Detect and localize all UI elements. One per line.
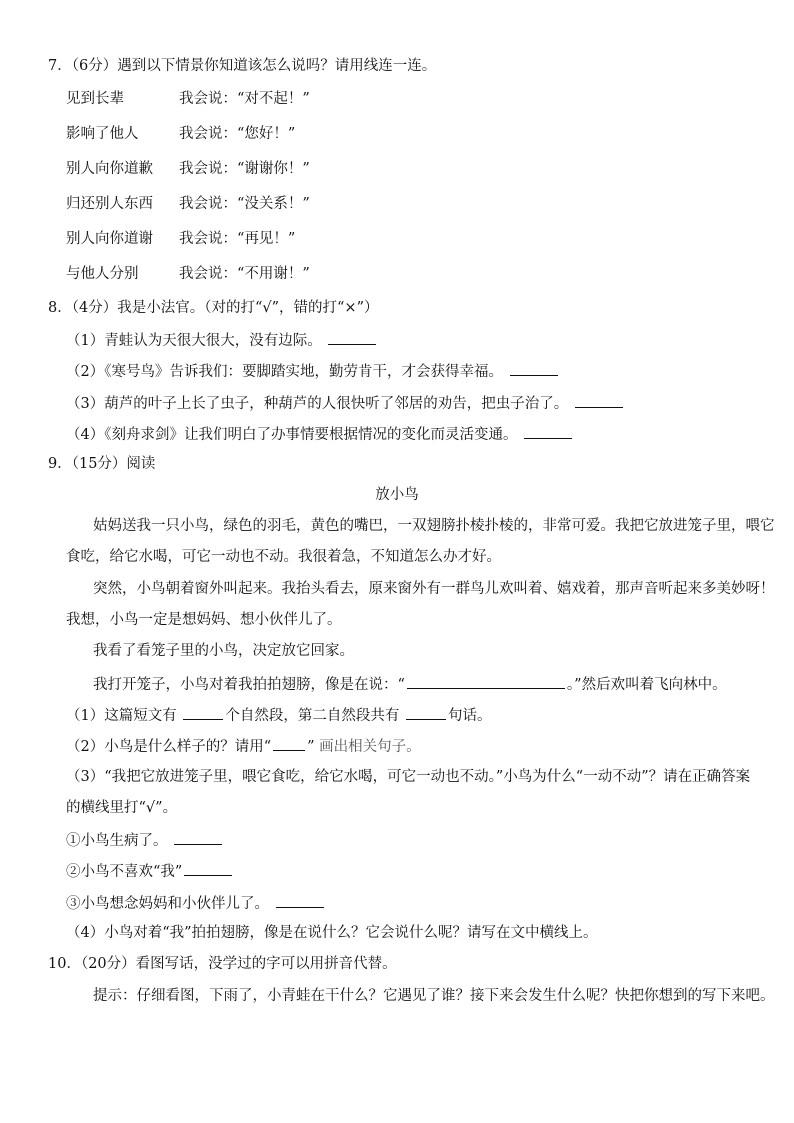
answer-blank[interactable] <box>328 329 376 345</box>
underline-sample <box>273 735 305 751</box>
passage-p2-line1: 突然，小鸟朝着窗外叫起来。我抬头看去，原来窗外有一群鸟儿欢叫着、嬉戏着，那声音听起来多美妙呀！ <box>93 581 775 597</box>
answer-blank[interactable] <box>174 829 222 845</box>
passage-p4 <box>93 673 727 695</box>
q8-statement: （4）《刻舟求剑》让我们明白了办事情要根据情况的变化而灵活变通。 <box>66 427 518 443</box>
q9-sub1 <box>66 704 491 726</box>
answer-blank[interactable] <box>510 360 558 376</box>
answer-blank[interactable] <box>183 704 223 720</box>
q9-sub3-line1: （3）“我把它放进笼子里，喂它食吃，给它水喝，可它一动也不动。”小鸟为什么“一动不动”？请在正确答案 <box>66 769 751 785</box>
answer-blank[interactable] <box>276 892 324 908</box>
sub1-text-a: （1）这篇短文有 <box>66 708 177 724</box>
q8-item <box>66 329 378 351</box>
q7-situation[interactable]: 见到长辈 <box>66 91 124 107</box>
q7-situation[interactable]: 与他人分别 <box>66 266 139 282</box>
sub2-text-b: ” <box>307 739 315 755</box>
q9-sub2 <box>66 735 421 757</box>
q9-option <box>66 829 224 851</box>
q8-item <box>66 392 625 414</box>
q7-situation[interactable]: 别人向你道歉 <box>66 161 153 177</box>
q7-response[interactable]: 我会说：“没关系！” <box>179 196 310 212</box>
passage-p2-line2: 我想，小鸟一定是想妈妈、想小伙伴儿了。 <box>66 612 342 628</box>
answer-blank[interactable] <box>524 423 572 439</box>
q8-item <box>66 423 574 445</box>
q7-situation[interactable]: 归还别人东西 <box>66 196 153 212</box>
sub2-text-a: （2）小鸟是什么样子的？请用“ <box>66 739 272 755</box>
q7-response[interactable]: 我会说：“谢谢你！” <box>179 161 310 177</box>
option-text: ②小鸟不喜欢“我” <box>66 864 183 880</box>
q9-option <box>66 860 234 882</box>
q8-statement: （2）《寒号鸟》告诉我们：要脚踏实地，勤劳肯干，才会获得幸福。 <box>66 364 503 380</box>
q7-situation[interactable]: 别人向你道谢 <box>66 231 153 247</box>
q7-response[interactable]: 我会说：“不用谢！” <box>179 266 310 282</box>
q8-statement: （1）青蛙认为天很大很大，没有边际。 <box>66 333 322 349</box>
sub1-text-c: 句话。 <box>447 708 492 724</box>
q9-option <box>66 892 326 914</box>
q7-response[interactable]: 我会说：“对不起！” <box>179 91 310 107</box>
passage-p4-end: 。”然后欢叫着飞向林中。 <box>566 677 727 693</box>
q9-title: 9．（15分）阅读 <box>48 456 156 472</box>
sub2-text-c: 画出相关句子。 <box>319 739 421 755</box>
option-text: ③小鸟想念妈妈和小伙伴儿了。 <box>66 896 269 912</box>
answer-blank[interactable] <box>406 704 446 720</box>
q7-title: 7．（6分）遇到以下情景你知道该怎么说吗？请用线连一连。 <box>48 58 437 74</box>
q7-response[interactable]: 我会说：“再见！” <box>179 231 296 247</box>
passage-p3: 我看了看笼子里的小鸟，决定放它回家。 <box>93 643 354 659</box>
answer-blank[interactable] <box>407 673 565 689</box>
q7-situation[interactable]: 影响了他人 <box>66 126 139 142</box>
sub1-text-b: 个自然段，第二自然段共有 <box>225 708 400 724</box>
q7-response[interactable]: 我会说：“您好！” <box>179 126 296 142</box>
q8-statement: （3）葫芦的叶子上长了虫子，种葫芦的人很快听了邻居的劝告，把虫子治了。 <box>66 396 569 412</box>
q10-title: 10．（20分）看图写话，没学过的字可以用拼音代替。 <box>48 956 397 972</box>
passage-p1-line1: 姑妈送我一只小鸟，绿色的羽毛，黄色的嘴巴，一双翅膀扑棱扑棱的，非常可爱。我把它放进笼子里，喂它 <box>93 518 775 534</box>
passage-title: 放小鸟 <box>375 487 419 503</box>
q8-item <box>66 360 560 382</box>
q9-sub3-line2: 的横线里打“√”。 <box>66 800 178 816</box>
q10-hint: 提示：仔细看图，下雨了，小青蛙在干什么？它遇见了谁？接下来会发生什么呢？快把你想到的写下来吧。 <box>93 988 775 1004</box>
option-text: ①小鸟生病了。 <box>66 833 168 849</box>
passage-p4-start: 我打开笼子，小鸟对着我拍拍翅膀，像是在说：“ <box>93 677 405 693</box>
q8-title: 8．（4分）我是小法官。（对的打“√”，错的打“×”） <box>48 300 379 316</box>
answer-blank[interactable] <box>184 860 232 876</box>
q9-sub4: （4）小鸟对着“我”拍拍翅膀，像是在说什么？它会说什么呢？请写在文中横线上。 <box>66 925 598 941</box>
passage-p1-line2: 食吃，给它水喝，可它一动也不动。我很着急，不知道怎么办才好。 <box>66 549 501 565</box>
answer-blank[interactable] <box>575 392 623 408</box>
